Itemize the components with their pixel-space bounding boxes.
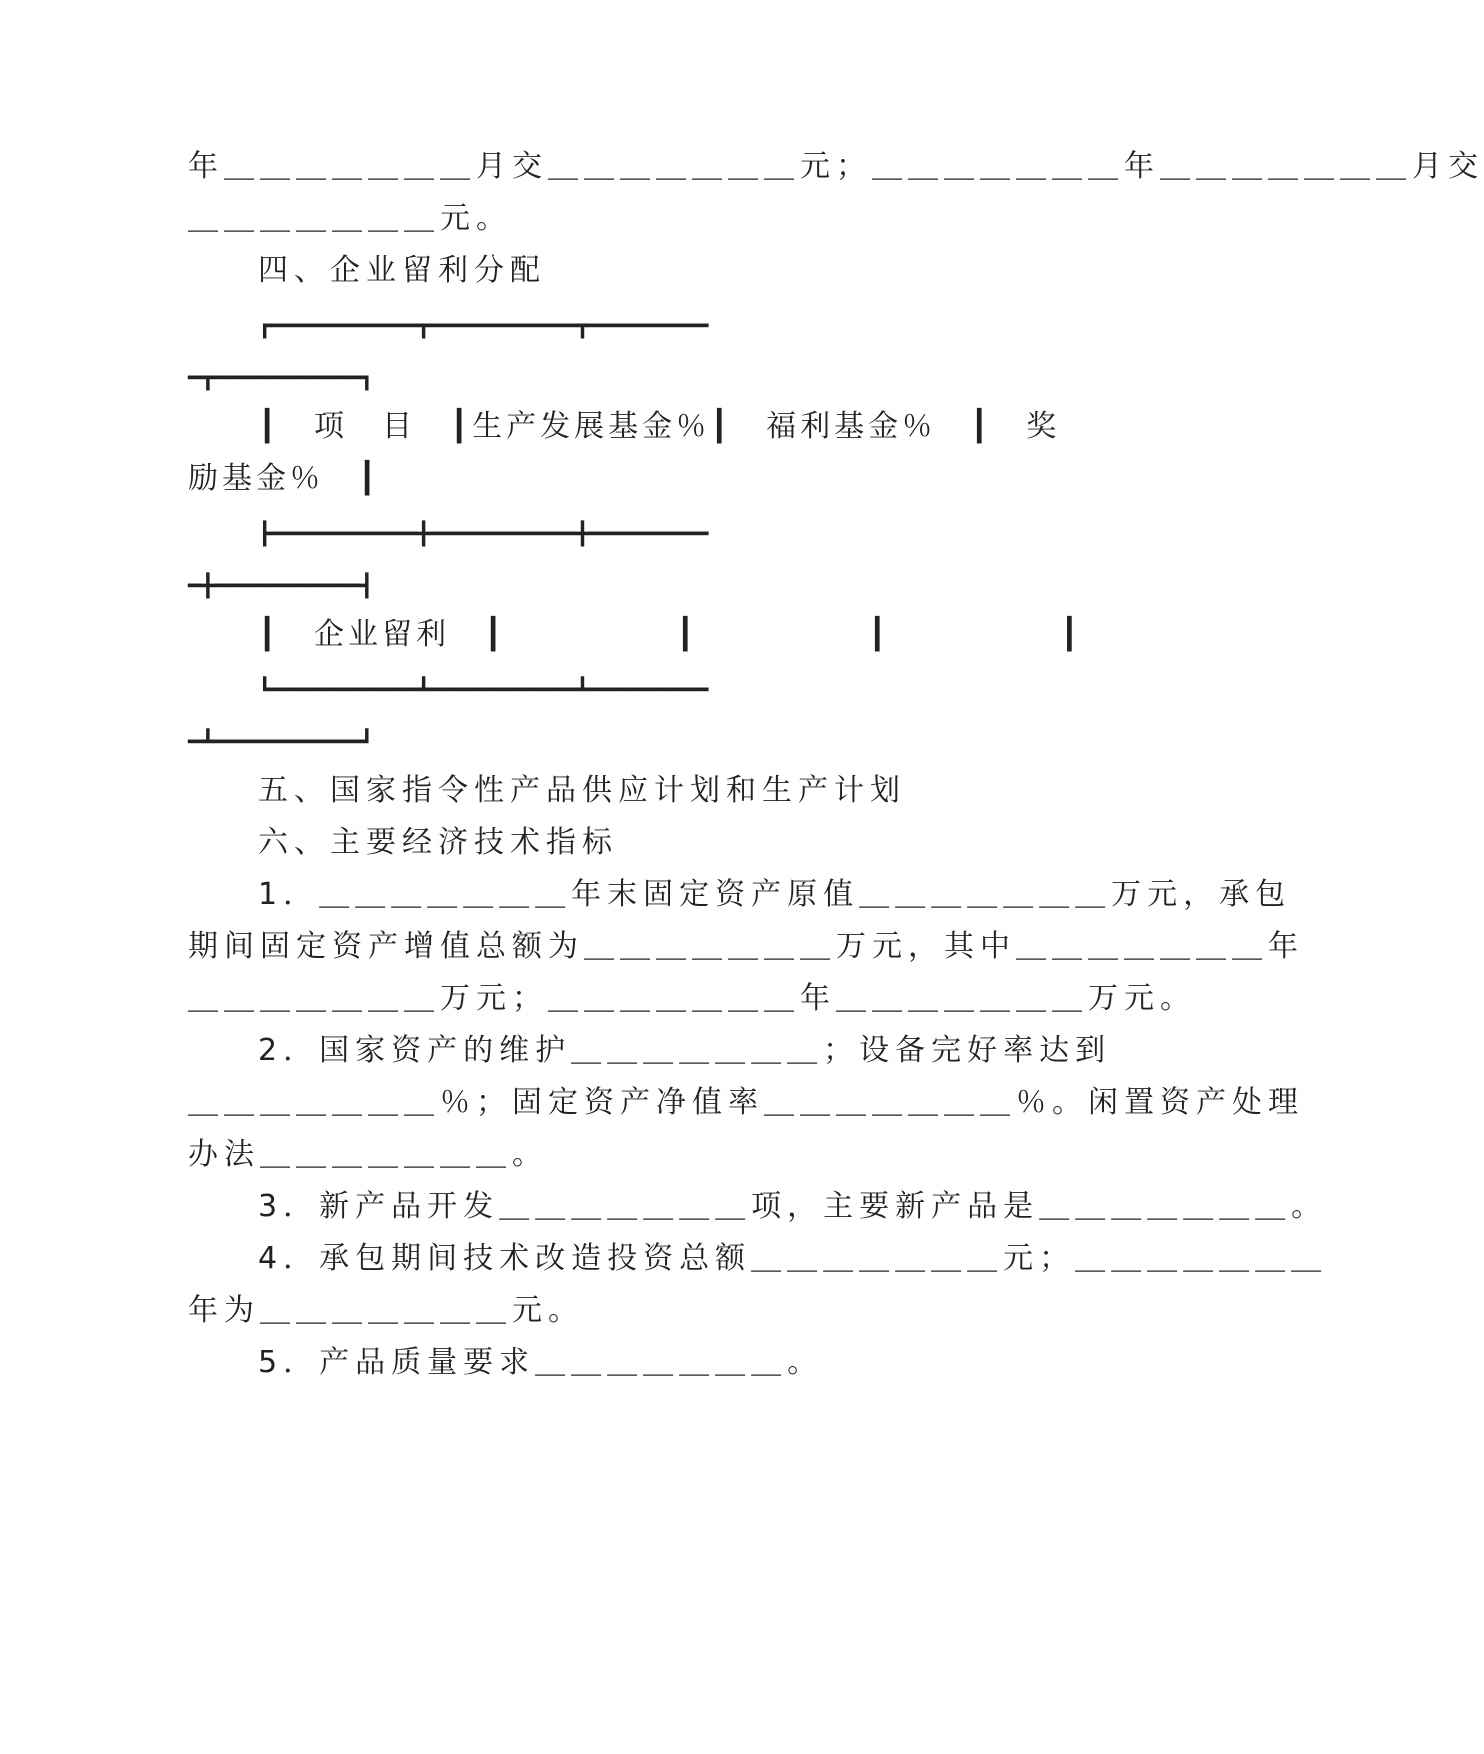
table-border-bottom-cont: ━┻━━━━━━━━━━━┛ bbox=[188, 730, 374, 755]
text-line: 1．＿＿＿＿＿＿＿年末固定资产原值＿＿＿＿＿＿＿万元，承包 bbox=[258, 877, 1292, 912]
section-heading: 六、主要经济技术指标 bbox=[258, 825, 618, 860]
table-border-middle-cont: ━╋━━━━━━━━━━━┫ bbox=[188, 574, 374, 599]
text-line: ＿＿＿＿＿＿＿％；固定资产净值率＿＿＿＿＿＿＿％。闲置资产处理 bbox=[188, 1085, 1304, 1120]
text-line: 期间固定资产增值总额为＿＿＿＿＿＿＿万元，其中＿＿＿＿＿＿＿年 bbox=[188, 929, 1304, 964]
text-line: 5．产品质量要求＿＿＿＿＿＿＿。 bbox=[258, 1345, 824, 1380]
text-line: 年＿＿＿＿＿＿＿月交＿＿＿＿＿＿＿元；＿＿＿＿＿＿＿年＿＿＿＿＿＿＿月交 bbox=[188, 149, 1484, 184]
text-line: 2．国家资产的维护＿＿＿＿＿＿＿；设备完好率达到 bbox=[258, 1033, 1112, 1068]
table-border-middle: ┣━━━━━━━━━━━╋━━━━━━━━━━━╋━━━━━━━━━ bbox=[258, 522, 709, 547]
section-heading: 五、国家指令性产品供应计划和生产计划 bbox=[258, 773, 906, 808]
table-header-row-cont: 励基金％ ┃ bbox=[188, 461, 381, 496]
table-border-top-cont: ━┳━━━━━━━━━━━┓ bbox=[188, 366, 374, 391]
table-border-top: ┏━━━━━━━━━━━┳━━━━━━━━━━━┳━━━━━━━━━ bbox=[258, 314, 709, 339]
section-heading: 四、企业留利分配 bbox=[258, 253, 546, 288]
text-line: ＿＿＿＿＿＿＿元。 bbox=[188, 201, 512, 236]
text-line: 4．承包期间技术改造投资总额＿＿＿＿＿＿＿元；＿＿＿＿＿＿＿ bbox=[258, 1241, 1328, 1276]
text-line: 3．新产品开发＿＿＿＿＿＿＿项，主要新产品是＿＿＿＿＿＿＿。 bbox=[258, 1189, 1328, 1224]
table-header-row: ┃ 项 目 ┃生产发展基金％┃ 福利基金％ ┃ 奖 bbox=[258, 409, 1061, 444]
text-line: 办法＿＿＿＿＿＿＿。 bbox=[188, 1137, 548, 1172]
table-border-bottom: ┗━━━━━━━━━━━┻━━━━━━━━━━━┻━━━━━━━━━ bbox=[258, 678, 709, 703]
table-data-row: ┃ 企业留利 ┃ ┃ ┃ ┃ bbox=[258, 617, 1083, 652]
text-line: ＿＿＿＿＿＿＿万元；＿＿＿＿＿＿＿年＿＿＿＿＿＿＿万元。 bbox=[188, 981, 1196, 1016]
text-line: 年为＿＿＿＿＿＿＿元。 bbox=[188, 1293, 584, 1328]
